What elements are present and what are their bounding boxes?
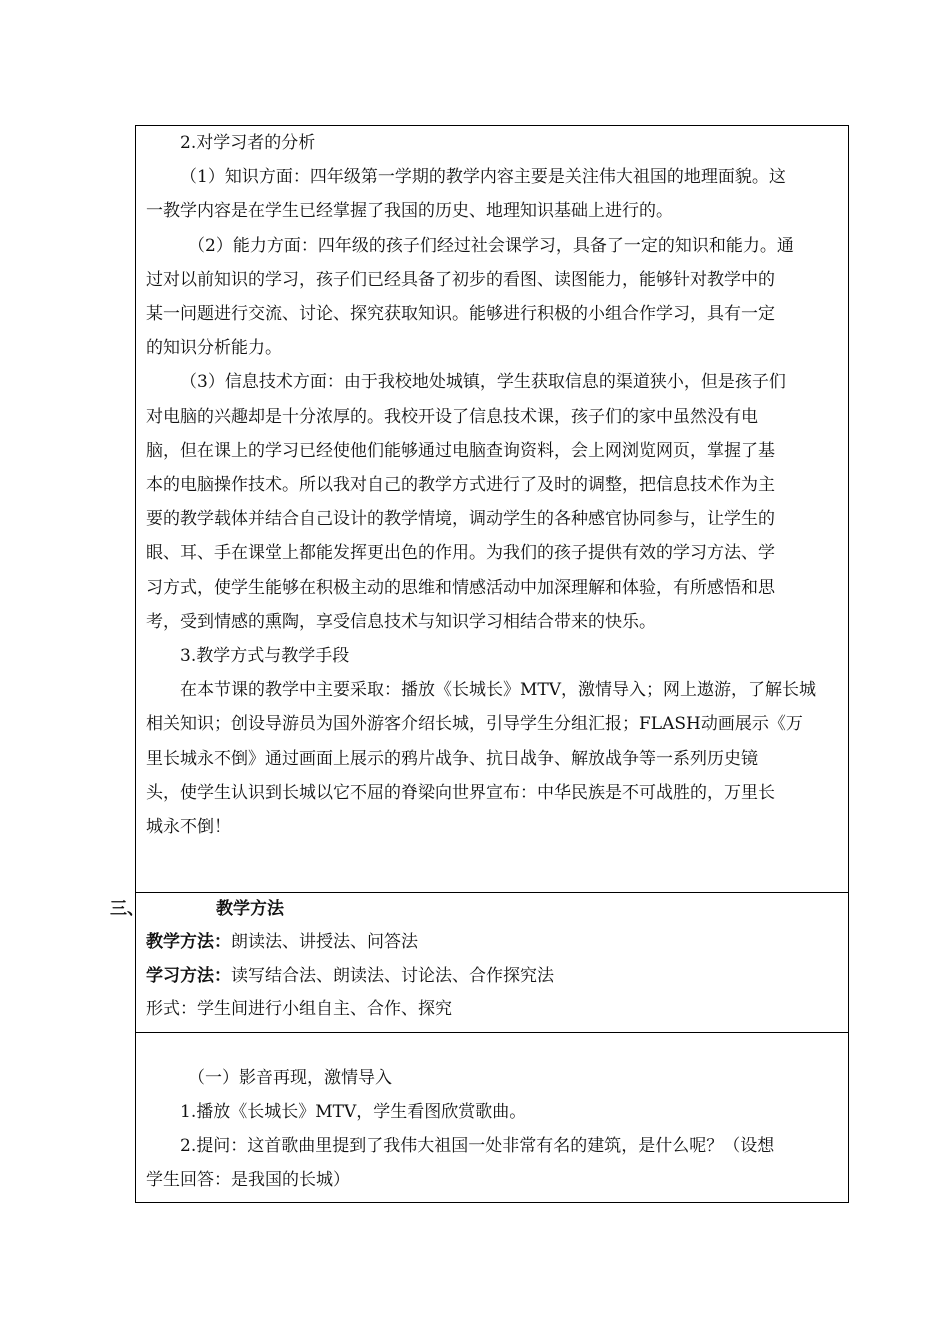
paragraph-line: 过对以前知识的学习，孩子们已经具备了初步的看图、读图能力，能够针对教学中的: [146, 269, 775, 290]
step-heading: （一）影音再现，激情导入: [188, 1068, 392, 1088]
paragraph-line: 城永不倒！: [146, 817, 231, 838]
paragraph-line: 对电脑的兴趣却是十分浓厚的。我校开设了信息技术课，孩子们的家中虽然没有电: [146, 406, 758, 427]
teaching-methods-label: 教学方法：: [146, 932, 231, 953]
paragraph-line: 某一问题进行交流、讨论、探究获取知识。能够进行积极的小组合作学习，具有一定: [146, 304, 775, 325]
paragraph-line: 的知识分析能力。: [146, 338, 282, 359]
form-line: 形式：学生间进行小组自主、合作、探究: [146, 998, 452, 1019]
teaching-methods-cell: [110, 893, 848, 1033]
paragraph-line: （3）信息技术方面：由于我校地处城镇，学生获取信息的渠道狭小，但是孩子们: [180, 372, 786, 393]
learning-methods-line: [146, 960, 840, 993]
paragraph-line: （2）能力方面：四年级的孩子们经过社会课学习，具备了一定的知识和能力。通: [188, 235, 794, 256]
paragraph-line: 里长城永不倒》通过画面上展示的鸦片战争、抗日战争、解放战争等一系列历史镜: [146, 748, 758, 769]
paragraph-line: 头，使学生认识到长城以它不屈的脊梁向世界宣布：中华民族是不可战胜的，万里长: [146, 782, 775, 803]
paragraph-line: 一教学内容是在学生已经掌握了我国的历史、地理知识基础上进行的。: [146, 201, 673, 222]
section-number: 三、: [110, 899, 144, 919]
learner-analysis-cell: [136, 126, 848, 893]
learning-methods-value: 读写结合法、朗读法、讨论法、合作探究法: [231, 965, 554, 986]
teaching-process-cell: [136, 1033, 848, 1202]
lesson-plan-table: [110, 125, 849, 1203]
paragraph-line: 脑，但在课上的学习已经使他们能够通过电脑查询资料，会上网浏览网页，掌握了基: [146, 440, 775, 461]
step-line: 学生回答：是我国的长城）: [146, 1170, 350, 1190]
paragraph-line: 眼、耳、手在课堂上都能发挥更出色的作用。为我们的孩子提供有效的学习方法、学: [146, 543, 775, 564]
paragraph-line: 本的电脑操作技术。所以我对自己的教学方式进行了及时的调整，把信息技术作为主: [146, 475, 775, 496]
paragraph-line: 要的教学载体并结合自己设计的教学情境，调动学生的各种感官协同参与，让学生的: [146, 509, 775, 530]
paragraph-line: 习方式，使学生能够在积极主动的思维和情感活动中加深理解和体验，有所感悟和思: [146, 577, 775, 598]
paragraph-line: 在本节课的教学中主要采取：播放《长城长》MTV，激情导入；网上遨游，了解长城: [180, 680, 817, 701]
paragraph-line: 相关知识；创设导游员为国外游客介绍长城，引导学生分组汇报；FLASH动画展示《万: [146, 714, 803, 735]
heading-teaching-means: 3.教学方式与教学手段: [180, 646, 350, 667]
teaching-methods-line: [146, 926, 840, 959]
paragraph-line: 考，受到情感的熏陶，享受信息技术与知识学习相结合带来的快乐。: [146, 611, 656, 632]
paragraph-line: （1）知识方面：四年级第一学期的教学内容主要是关注伟大祖国的地理面貌。这: [180, 167, 786, 188]
step-line: 2.提问：这首歌曲里提到了我伟大祖国一处非常有名的建筑，是什么呢？（设想: [180, 1136, 775, 1156]
step-line: 1.播放《长城长》MTV，学生看图欣赏歌曲。: [180, 1102, 527, 1122]
learning-methods-label: 学习方法：: [146, 965, 231, 986]
teaching-methods-value: 朗读法、讲授法、问答法: [231, 932, 418, 953]
heading-learner-analysis: 2.对学习者的分析: [180, 133, 316, 153]
section-title: 教学方法: [216, 899, 284, 919]
